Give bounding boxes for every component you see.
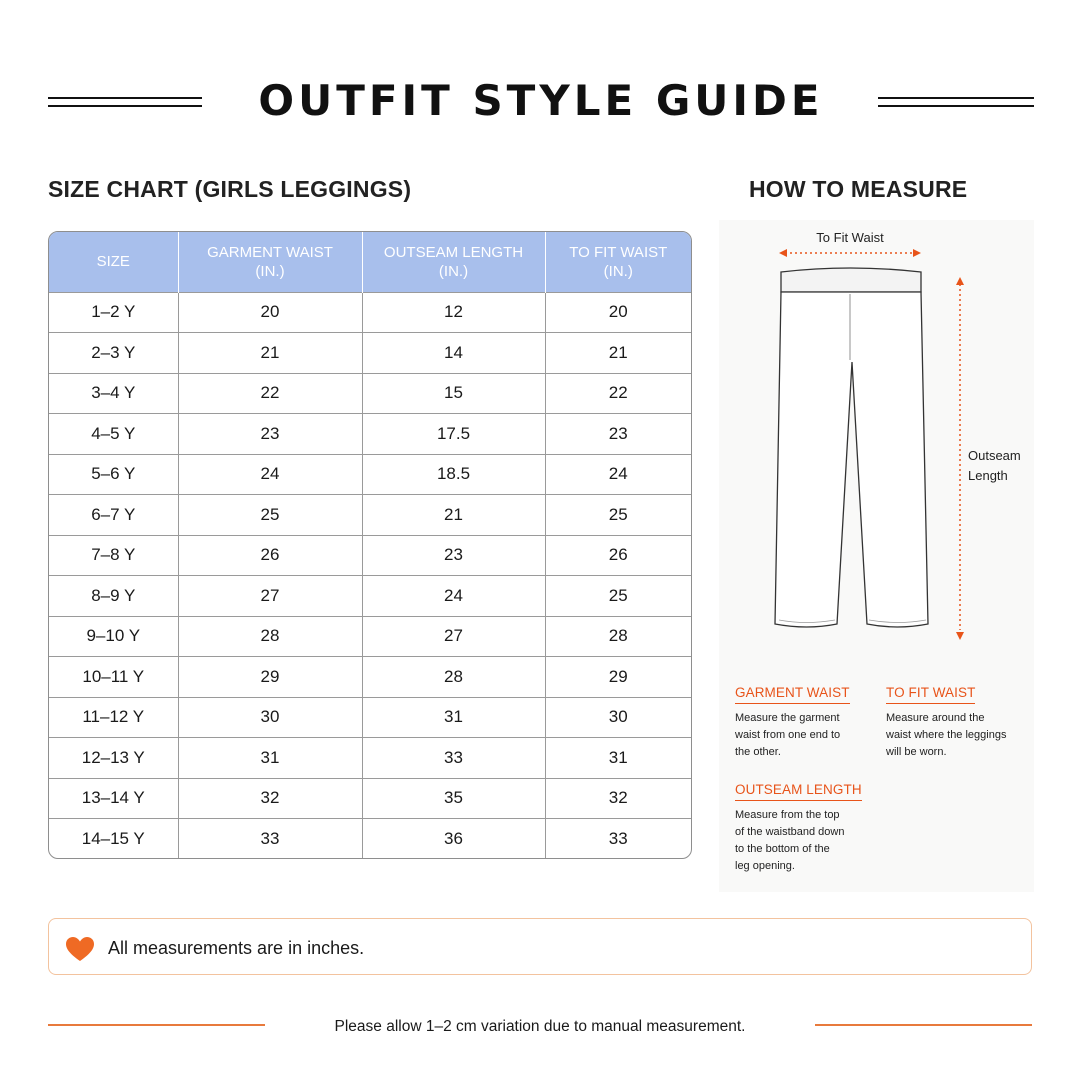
table-cell: 27 bbox=[178, 576, 362, 617]
table-cell: 14 bbox=[362, 333, 545, 374]
table-cell: 28 bbox=[362, 657, 545, 698]
table-cell: 24 bbox=[545, 454, 691, 495]
note-text: All measurements are in inches. bbox=[108, 938, 365, 958]
outseam-length-note bbox=[735, 781, 895, 875]
table-row bbox=[49, 292, 691, 333]
table-cell: 32 bbox=[178, 778, 362, 819]
table-cell: 23 bbox=[362, 535, 545, 576]
table-cell: 20 bbox=[545, 292, 691, 333]
outseam-length-line: Measure from the top bbox=[735, 809, 840, 821]
table-cell: 26 bbox=[545, 535, 691, 576]
outseam-length-heading: OUTSEAM LENGTH bbox=[735, 782, 862, 801]
table-cell: 20 bbox=[178, 292, 362, 333]
table-cell: 30 bbox=[545, 697, 691, 738]
outseam-label-line2: Length bbox=[968, 468, 1008, 483]
column-header bbox=[49, 232, 178, 292]
table-cell: 2–3 Y bbox=[49, 333, 178, 374]
table-row bbox=[49, 333, 691, 374]
table-cell: 27 bbox=[362, 616, 545, 657]
table-cell: 36 bbox=[362, 819, 545, 860]
table-cell: 17.5 bbox=[362, 414, 545, 455]
how-to-measure-panel bbox=[719, 220, 1034, 892]
table-row bbox=[49, 778, 691, 819]
table-cell: 28 bbox=[178, 616, 362, 657]
column-header bbox=[178, 232, 362, 292]
table-cell: 14–15 Y bbox=[49, 819, 178, 860]
to-fit-waist-line: Measure around the bbox=[886, 712, 985, 724]
column-header-label: SIZE bbox=[96, 253, 130, 271]
column-header-label: TO FIT WAIST bbox=[569, 243, 668, 261]
measurement-note-box bbox=[48, 918, 1032, 975]
table-row bbox=[49, 657, 691, 698]
table-cell: 4–5 Y bbox=[49, 414, 178, 455]
how-to-measure-title: HOW TO MEASURE bbox=[749, 176, 968, 202]
table-cell: 29 bbox=[545, 657, 691, 698]
table-cell: 3–4 Y bbox=[49, 373, 178, 414]
to-fit-waist-heading: TO FIT WAIST bbox=[886, 685, 975, 704]
garment-waist-heading: GARMENT WAIST bbox=[735, 685, 850, 704]
to-fit-waist-text bbox=[886, 710, 1031, 761]
column-header-unit: (IN.) bbox=[438, 262, 469, 280]
table-cell: 24 bbox=[362, 576, 545, 617]
table-row bbox=[49, 576, 691, 617]
table-row bbox=[49, 495, 691, 536]
outseam-length-line: of the waistband down bbox=[735, 826, 845, 838]
table-cell: 22 bbox=[178, 373, 362, 414]
table-cell: 25 bbox=[545, 576, 691, 617]
table-cell: 22 bbox=[545, 373, 691, 414]
table-cell: 12–13 Y bbox=[49, 738, 178, 779]
table-cell: 8–9 Y bbox=[49, 576, 178, 617]
table-cell: 33 bbox=[362, 738, 545, 779]
table-cell: 15 bbox=[362, 373, 545, 414]
table-cell: 9–10 Y bbox=[49, 616, 178, 657]
table-cell: 26 bbox=[178, 535, 362, 576]
table-cell: 25 bbox=[178, 495, 362, 536]
table-cell: 28 bbox=[545, 616, 691, 657]
garment-waist-line: waist from one end to bbox=[735, 729, 841, 741]
column-header bbox=[545, 232, 691, 292]
table-cell: 18.5 bbox=[362, 454, 545, 495]
table-cell: 7–8 Y bbox=[49, 535, 178, 576]
table-cell: 6–7 Y bbox=[49, 495, 178, 536]
waist-label: To Fit Waist bbox=[816, 230, 884, 245]
table-cell: 21 bbox=[545, 333, 691, 374]
column-header-label: OUTSEAM LENGTH bbox=[383, 243, 524, 261]
table-cell: 21 bbox=[178, 333, 362, 374]
garment-waist-note bbox=[735, 684, 885, 761]
outseam-label-line1: Outseam bbox=[968, 448, 1021, 463]
garment-waist-text bbox=[735, 710, 885, 761]
table-cell: 31 bbox=[545, 738, 691, 779]
table-row bbox=[49, 535, 691, 576]
table-cell: 11–12 Y bbox=[49, 697, 178, 738]
outseam-length-line: to the bottom of the bbox=[735, 843, 830, 855]
table-cell: 12 bbox=[362, 292, 545, 333]
table-cell: 29 bbox=[178, 657, 362, 698]
table-row bbox=[49, 616, 691, 657]
leggings-icon bbox=[775, 268, 928, 627]
title-rule-right bbox=[878, 97, 1034, 107]
table-cell: 10–11 Y bbox=[49, 657, 178, 698]
table-cell: 5–6 Y bbox=[49, 454, 178, 495]
waist-measure-arrow bbox=[779, 230, 921, 257]
garment-waist-line: the other. bbox=[735, 746, 781, 758]
garment-waist-line: Measure the garment bbox=[735, 712, 840, 724]
table-cell: 25 bbox=[545, 495, 691, 536]
table-row bbox=[49, 697, 691, 738]
table-cell: 1–2 Y bbox=[49, 292, 178, 333]
table-row bbox=[49, 738, 691, 779]
column-header-unit: (IN.) bbox=[603, 262, 633, 280]
table-cell: 23 bbox=[545, 414, 691, 455]
column-header bbox=[362, 232, 545, 292]
table-row bbox=[49, 414, 691, 455]
table-cell: 33 bbox=[178, 819, 362, 860]
leggings-diagram bbox=[719, 220, 1034, 660]
table-cell: 32 bbox=[545, 778, 691, 819]
outseam-length-line: leg opening. bbox=[735, 860, 795, 872]
outseam-measure-arrow bbox=[956, 277, 1021, 640]
table-cell: 31 bbox=[178, 738, 362, 779]
table-cell: 13–14 Y bbox=[49, 778, 178, 819]
table-cell: 30 bbox=[178, 697, 362, 738]
table-body bbox=[49, 292, 691, 859]
table-cell: 23 bbox=[178, 414, 362, 455]
size-chart-table bbox=[48, 231, 692, 859]
footer-rule-right bbox=[815, 1024, 1032, 1026]
table-cell: 35 bbox=[362, 778, 545, 819]
column-header-unit: (IN.) bbox=[255, 262, 285, 280]
heart-icon bbox=[65, 936, 95, 962]
footer-rule-left bbox=[48, 1024, 265, 1026]
outseam-length-text bbox=[735, 807, 895, 875]
table-row bbox=[49, 454, 691, 495]
table-cell: 31 bbox=[362, 697, 545, 738]
to-fit-waist-note bbox=[886, 684, 1031, 761]
to-fit-waist-line: waist where the leggings bbox=[886, 729, 1007, 741]
to-fit-waist-line: will be worn. bbox=[886, 746, 947, 758]
column-header-label: GARMENT WAIST bbox=[207, 243, 333, 261]
table-cell: 21 bbox=[362, 495, 545, 536]
table-cell: 33 bbox=[545, 819, 691, 860]
title-row bbox=[48, 78, 1034, 124]
page-title: OUTFIT STYLE GUIDE bbox=[258, 76, 824, 125]
size-chart-title: SIZE CHART (GIRLS LEGGINGS) bbox=[48, 176, 412, 202]
table-header-row bbox=[49, 232, 691, 292]
table-cell: 24 bbox=[178, 454, 362, 495]
table-row bbox=[49, 373, 691, 414]
footer-text: Please allow 1–2 cm variation due to manual measurement. bbox=[334, 1018, 746, 1035]
table-row bbox=[49, 819, 691, 860]
